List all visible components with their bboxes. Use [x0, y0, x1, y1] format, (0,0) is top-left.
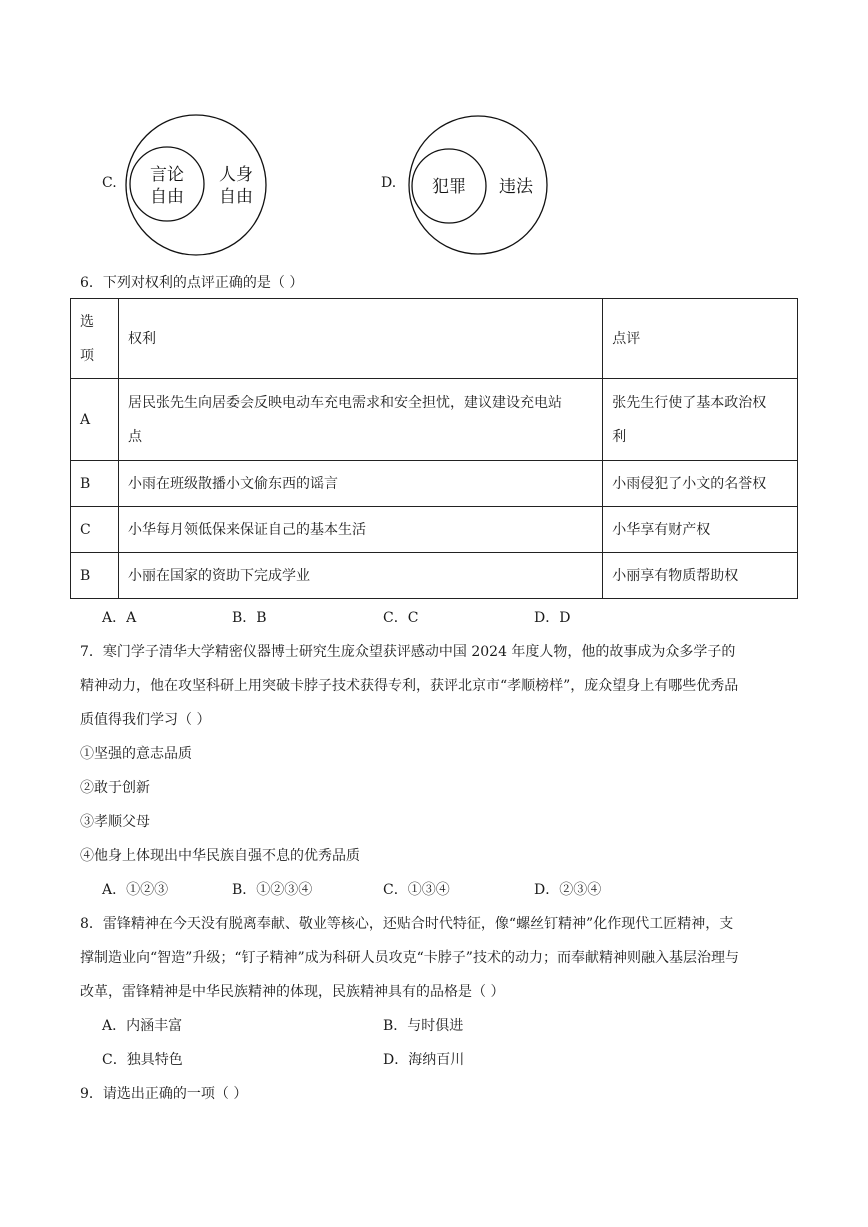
q6-table	[70, 298, 798, 599]
row-option: A	[71, 379, 119, 461]
row-comment: 小丽享有物质帮助权	[603, 553, 798, 599]
q7-choice-a[interactable]: A．①②③	[102, 882, 169, 898]
q7-choice-d[interactable]: D．②③④	[534, 882, 602, 898]
q7-item-1: ①坚强的意志品质	[80, 746, 192, 762]
q8-choice-d[interactable]: D．海纳百川	[383, 1052, 465, 1068]
q7-stem-line1: 7．寒门学子清华大学精密仪器博士研究生庞众望获评感动中国 2024 年度人物，他的故事成为众多学子的	[80, 644, 736, 660]
q7-choice-b[interactable]: B．①②③④	[232, 882, 313, 898]
q8-stem-line2: 撑制造业向“智造”升级；“钉子精神”成为科研人员攻克“卡脖子”技术的动力；而奉献精神则融入基层治理与	[80, 950, 739, 966]
q8-choice-a[interactable]: A．内涵丰富	[102, 1018, 183, 1034]
row-right: 小华每月领低保来保证自己的基本生活	[118, 507, 602, 553]
q7-item-3: ③孝顺父母	[80, 814, 150, 830]
outer-circle	[126, 115, 266, 255]
row-comment: 小华享有财产权	[603, 507, 798, 553]
option-c-label: C.	[102, 175, 117, 191]
header-option	[71, 299, 119, 379]
row-right-line1: 居民张先生向居委会反映电动车充电需求和安全担忧，建议建设充电站	[127, 394, 562, 411]
q8-choice-b[interactable]: B．与时俱进	[383, 1018, 464, 1034]
q7-choice-c[interactable]: C．①③④	[383, 882, 450, 898]
row-comment	[603, 379, 798, 461]
header-comment: 点评	[603, 299, 798, 379]
q7-item-4: ④他身上体现出中华民族自强不息的优秀品质	[80, 848, 360, 864]
header-option-line2: 项	[80, 347, 94, 364]
row-option: B	[71, 461, 119, 507]
inner-text-2: 自由	[150, 187, 184, 207]
header-option-line1: 选	[80, 313, 94, 330]
row-comment-line2: 利	[612, 428, 627, 445]
option-d-label: D.	[381, 175, 397, 191]
q6-choice-c[interactable]: C．C	[383, 610, 419, 626]
outer-text: 违法	[499, 177, 533, 197]
q8-stem-line1: 8．雷锋精神在今天没有脱离奉献、敬业等核心，还贴合时代特征，像“螺丝钉精神”化作现代工匠精神，支	[80, 916, 734, 932]
row-right-line2: 点	[127, 428, 142, 445]
row-comment: 小雨侵犯了小文的名誉权	[603, 461, 798, 507]
table-row	[71, 507, 798, 553]
table-row	[71, 379, 798, 461]
row-right: 小丽在国家的资助下完成学业	[118, 553, 602, 599]
header-right: 权利	[118, 299, 602, 379]
q6-choice-d[interactable]: D．D	[534, 610, 571, 626]
q8-choice-c[interactable]: C．独具特色	[102, 1052, 183, 1068]
row-right	[118, 379, 602, 461]
row-comment-line1: 张先生行使了基本政治权	[612, 394, 767, 411]
inner-text: 犯罪	[432, 177, 466, 197]
table-header-row	[71, 299, 798, 379]
inner-text-1: 言论	[150, 165, 184, 185]
option-d-diagram	[406, 110, 552, 260]
q6-stem: 6．下列对权利的点评正确的是（ ）	[80, 275, 304, 291]
table-row	[71, 461, 798, 507]
q6-choice-b[interactable]: B．B	[232, 610, 267, 626]
outer-text-2: 自由	[219, 187, 253, 207]
row-option: B	[71, 553, 119, 599]
row-right: 小雨在班级散播小文偷东西的谣言	[118, 461, 602, 507]
option-c-diagram	[124, 110, 270, 260]
row-option: C	[71, 507, 119, 553]
q7-stem-line3: 质值得我们学习（ ）	[80, 712, 211, 728]
outer-text-1: 人身	[219, 165, 253, 185]
q7-item-2: ②敢于创新	[80, 780, 150, 796]
q8-stem-line3: 改革，雷锋精神是中华民族精神的体现，民族精神具有的品格是（ ）	[80, 984, 505, 1000]
q9-stem: 9．请选出正确的一项（ ）	[80, 1086, 248, 1102]
table-row	[71, 553, 798, 599]
q7-stem-line2: 精神动力，他在攻坚科研上用突破卡脖子技术获得专利，获评北京市“孝顺榜样”，庞众望身上有哪些优秀品	[80, 678, 739, 694]
q6-choice-a[interactable]: A．A	[102, 610, 137, 626]
